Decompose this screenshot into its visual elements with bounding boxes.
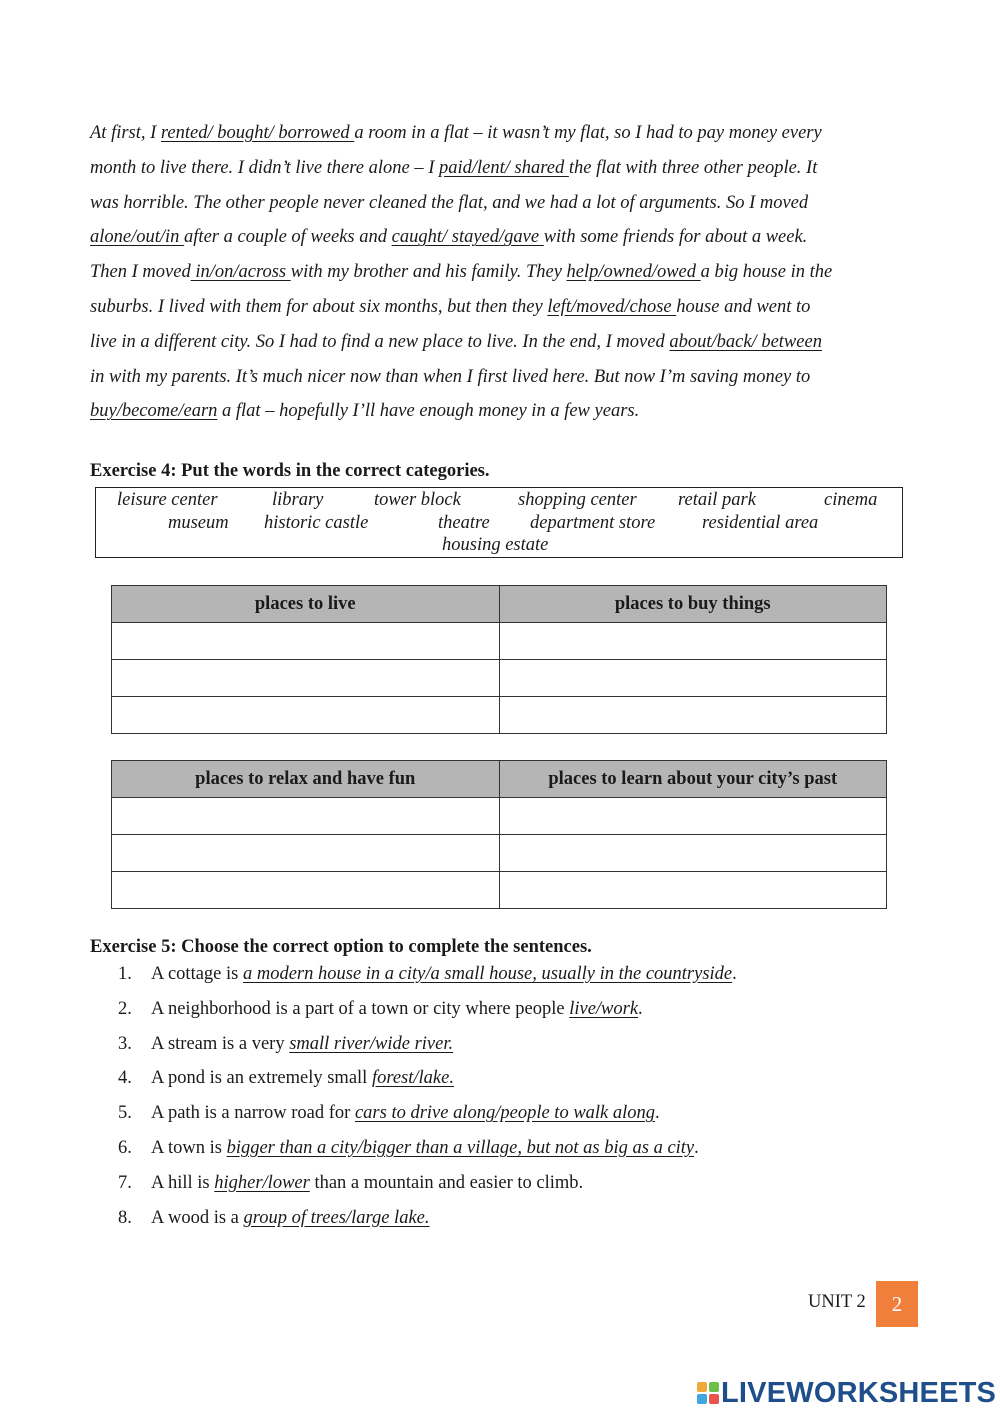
item-number: 7. — [118, 1172, 132, 1193]
exercise-5-item — [118, 1201, 918, 1236]
item-text: A path is a narrow road for — [151, 1103, 355, 1124]
word-choice-options[interactable]: help/owned/owed — [566, 262, 701, 283]
answer-cell — [112, 872, 500, 909]
category-table-2 — [111, 760, 887, 909]
answer-input[interactable] — [500, 697, 887, 733]
word-bank-word: historic castle — [264, 513, 369, 533]
answer-input[interactable] — [500, 798, 887, 834]
category-header-places-to-live: places to live — [112, 586, 500, 623]
item-number: 6. — [118, 1137, 132, 1158]
liveworksheets-logo — [697, 1378, 996, 1408]
item-text-end: . — [655, 1103, 660, 1124]
exercise-5-title: Exercise 5: Choose the correct option to complete the sentences. — [90, 937, 592, 957]
exercise-5-item — [118, 1166, 918, 1201]
passage-text: the flat with three other people. It — [568, 157, 818, 178]
passage-text: with some friends for about a week. — [543, 227, 808, 248]
page-number-badge: 2 — [876, 1281, 918, 1327]
category-header-places-to-buy: places to buy things — [499, 586, 887, 623]
passage-text: with my brother and his family. They — [290, 262, 567, 283]
passage-text: after a couple of weeks and — [184, 227, 392, 248]
answer-input[interactable] — [500, 660, 887, 696]
passage-line — [90, 255, 910, 290]
answer-cell — [499, 660, 887, 697]
word-bank-word: cinema — [824, 490, 878, 510]
exercise-5-item — [118, 957, 918, 992]
item-text-end: . — [732, 964, 737, 984]
passage-text: live in a different city. So I had to find a new place to live. In the end, I moved — [90, 331, 670, 352]
item-text: A stream is a very — [151, 1033, 290, 1054]
liveworksheets-mark-icon — [697, 1382, 719, 1404]
exercise-5-item — [118, 1096, 918, 1131]
passage-text: At first, I — [90, 123, 161, 143]
answer-input[interactable] — [112, 660, 499, 696]
exercise-4-title: Exercise 4: Put the words in the correct categories. — [90, 461, 490, 481]
item-number: 5. — [118, 1103, 132, 1124]
answer-input[interactable] — [500, 835, 887, 871]
item-number: 3. — [118, 1033, 132, 1054]
word-choice-options[interactable]: paid/lent/ shared — [439, 157, 569, 178]
passage-text: was horrible. The other people never cleaned the flat, and we had a lot of arguments. So I moved — [90, 192, 809, 213]
passage-line — [90, 394, 910, 429]
item-options[interactable]: group of trees/large lake. — [243, 1207, 430, 1228]
category-header-places-to-relax: places to relax and have fun — [112, 761, 500, 798]
answer-cell — [112, 798, 500, 835]
answer-cell — [112, 697, 500, 734]
passage-text: in with my parents. It’s much nicer now than when I first lived here. But now I’m saving money to — [90, 366, 811, 387]
answer-cell — [112, 660, 500, 697]
passage-text: month to live there. I didn’t live there alone – I — [90, 157, 440, 178]
exercise-5-item — [118, 1061, 918, 1096]
word-choice-options[interactable]: about/back/ between — [669, 331, 822, 352]
answer-input[interactable] — [112, 798, 499, 834]
item-number: 1. — [118, 964, 132, 984]
word-bank-word: museum — [168, 513, 229, 533]
passage-line — [90, 220, 910, 255]
answer-input[interactable] — [112, 697, 499, 733]
answer-input[interactable] — [112, 872, 499, 908]
exercise-5-item — [118, 992, 918, 1027]
liveworksheets-wordmark: LIVEWORKSHEETS — [721, 1376, 997, 1409]
item-options[interactable]: bigger than a city/bigger than a village, but not as big as a city — [226, 1137, 695, 1158]
word-bank-word: leisure center — [117, 490, 218, 510]
category-table-1 — [111, 585, 887, 734]
item-text: A town is — [151, 1137, 227, 1158]
word-bank — [95, 487, 903, 558]
passage-text: a room in a flat – it wasn’t my flat, so I had to pay money every — [354, 123, 822, 143]
item-number: 4. — [118, 1068, 132, 1089]
word-choice-options[interactable]: left/moved/chose — [547, 296, 677, 317]
word-choice-options[interactable]: in/on/across — [190, 262, 291, 283]
item-text-end: . — [638, 998, 643, 1019]
item-options[interactable]: forest/lake. — [371, 1068, 454, 1089]
word-bank-word: retail park — [678, 490, 756, 510]
item-text: A pond is an extremely small — [151, 1068, 372, 1089]
word-choice-options[interactable]: caught/ stayed/gave — [391, 227, 544, 248]
passage-line — [90, 290, 910, 325]
word-choice-options[interactable]: alone/out/in — [90, 227, 185, 248]
passage-line — [90, 186, 910, 221]
category-header-places-to-learn: places to learn about your city’s past — [499, 761, 887, 798]
passage-line — [90, 360, 910, 395]
passage-line — [90, 325, 910, 360]
passage-line — [90, 151, 910, 186]
item-options[interactable]: cars to drive along/people to walk along — [354, 1103, 656, 1124]
word-bank-word: tower block — [374, 490, 461, 510]
word-bank-word: theatre — [438, 513, 490, 533]
passage-line — [90, 116, 910, 151]
item-options[interactable]: a modern house in a city/a small house, usually in the countryside — [242, 964, 733, 984]
answer-cell — [112, 623, 500, 660]
exercise-5-item — [118, 1131, 918, 1166]
passage-text: a flat – hopefully I’ll have enough money in a few years. — [217, 401, 640, 422]
exercise-5-list — [118, 957, 918, 1235]
word-bank-word: library — [272, 490, 324, 510]
passage-text: suburbs. I lived with them for about six months, but then they — [90, 296, 548, 317]
passage-text: house and went to — [676, 296, 811, 317]
item-number: 2. — [118, 998, 132, 1019]
item-text: A cottage is — [151, 964, 243, 984]
item-number: 8. — [118, 1207, 132, 1228]
answer-input[interactable] — [112, 835, 499, 871]
unit-label: UNIT 2 — [808, 1292, 866, 1312]
item-options[interactable]: live/work — [569, 998, 639, 1019]
item-text: A hill is — [151, 1172, 215, 1193]
answer-input[interactable] — [112, 623, 499, 659]
word-bank-word: department store — [530, 513, 656, 533]
item-text: A wood is a — [151, 1207, 244, 1228]
item-options[interactable]: small river/wide river. — [289, 1033, 454, 1054]
word-choice-options[interactable]: buy/become/earn — [90, 401, 218, 422]
answer-cell — [499, 835, 887, 872]
reading-passage — [90, 116, 910, 429]
answer-input[interactable] — [500, 623, 887, 659]
answer-cell — [499, 623, 887, 660]
answer-input[interactable] — [500, 872, 887, 908]
word-bank-word: residential area — [702, 513, 819, 533]
item-options[interactable]: higher/lower — [214, 1172, 310, 1193]
answer-cell — [112, 835, 500, 872]
answer-cell — [499, 798, 887, 835]
word-bank-word: shopping center — [518, 490, 637, 510]
item-text-end: . — [694, 1137, 699, 1158]
passage-text: a big house in the — [700, 262, 833, 283]
word-bank-word: housing estate — [442, 535, 549, 555]
item-text-end: than a mountain and easier to climb. — [309, 1172, 584, 1193]
answer-cell — [499, 697, 887, 734]
item-text: A neighborhood is a part of a town or city where people — [151, 998, 570, 1019]
answer-cell — [499, 872, 887, 909]
passage-text: Then I moved — [90, 262, 191, 283]
word-choice-options[interactable]: rented/ bought/ borrowed — [160, 123, 355, 143]
exercise-5-item — [118, 1027, 918, 1062]
